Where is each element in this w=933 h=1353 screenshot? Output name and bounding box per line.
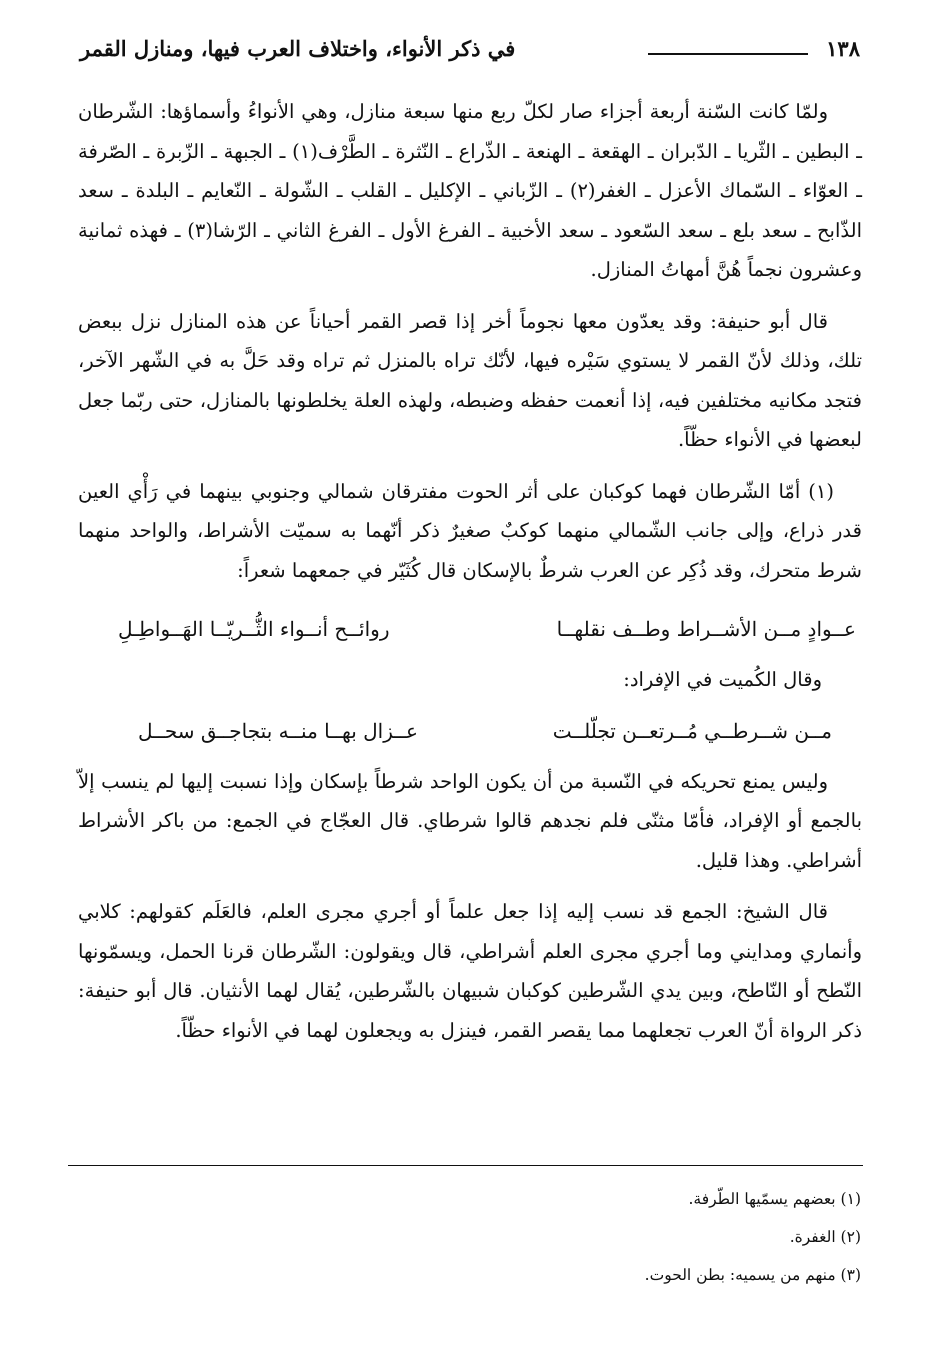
running-title: في ذكر الأنواء، واختلاف العرب فيها، ومنازل القمر — [80, 36, 516, 61]
page-header — [80, 30, 860, 70]
footnote: (٢) الغفرة. — [789, 1228, 861, 1246]
paragraph: (١) أمّا الشّرطان فهما كوكبان على أثر الحوت مفترقان شمالي وجنوبي بينهما في رَأْي العين قدر ذراع، وإلى جانب الشّمالي منهما كوكبٌ صغيرٌ ذكر أنّهما به سميّت الأشراط، والواحد منهما شرط متحرك، وقد ذُكِر عن العرب شرطٌ بالإسكان قال كُثَيّر في جمعهما شعراً: — [78, 479, 862, 582]
page-number: ١٣٨ — [826, 36, 860, 61]
paragraph: قال الشيخ: الجمع قد نسب إليه إذا جعل علماً أو أجري مجرى العلم، فالعَلَم كقولهم: كلابي وأنماري ومدايني وما أجري مجرى العلم أشراطي، قال ويقولون: الشّرطان قرنا الحمل، ويسمّونها النّطح أو النّاطح، وبين يدي الشّرطين كوكبان شبيهان بالشّرطين، يُقال لهما الأنثيان. قال أبو حنيفة: ذكر الرواة أنّ العرب تجعلهما مما يقصر القمر، فينزل به ويجعلون لهما في الأنواء حظّاً. — [78, 900, 862, 1042]
paragraph: قال أبو حنيفة: وقد يعدّون معها نجوماً أخر إذا قصر القمر أحياناً عن هذه المنازل نزل ببعض تلك، وذلك لأنّ القمر لا يستوي سَيْره فيها، لأنّك تراه بالمنزل ثم تراه وقد حَلَّ به في الشّهر الآخر، فتجد مكانيه مختلفين فيه، إذا أنعمت حفظه وضبطه، ولهذه العلة يخلطونها بالمنازل، حتى ربّما جعل لبعضها في الأنواء حظّاً. — [78, 309, 862, 451]
verse-second-hemistich: عــزال بهــا منــه بتجاجــق سحــل — [138, 718, 418, 743]
verse-first-hemistich: عــوادٍ مــن الأشــراط وطــف نقلهــا — [556, 617, 856, 641]
verse-first-hemistich: مــن شــرطــي مُــرتعــن تجلّلــت — [552, 718, 832, 743]
main-text — [78, 92, 862, 1062]
footnote-rule — [68, 1165, 863, 1166]
verse-line — [78, 602, 862, 656]
paragraph: وليس يمنع تحريكه في النّسبة من أن يكون الواحد شرطاً بإسكان وإذا نسبت إليها لم ينسب إلاّ بالجمع أو الإفراد، فأمّا مثنّى فلم نجدهم قالوا شرطاي. قال العجّاج في الجمع: من باكر الأشراط أشراطي. وهذا قليل. — [78, 769, 862, 872]
footnote: (١) بعضهم يسمّيها الطّرفة. — [688, 1190, 861, 1208]
verse-line — [78, 704, 862, 758]
verse-second-hemistich: روائــح أنــواء الثُّــريّــا الهَــواطِـلِ — [118, 617, 390, 641]
footnote: (٣) منهم من يسميه: بطن الحوت. — [644, 1266, 861, 1284]
header-rule — [648, 53, 808, 55]
footnotes — [161, 1180, 861, 1294]
paragraph: ولمّا كانت السّنة أربعة أجزاء صار لكلّ ربع منها سبعة منازل، وهي الأنواءُ وأسماؤها: الشّرطان ـ البطين ـ الثّريا ـ الدّبران ـ الهقعة ـ الهنعة ـ الذّراع ـ النّثرة ـ الطَّرْف(١) ـ الجبهة ـ الزّبرة ـ الصّرفة ـ العوّاء ـ السّماك الأعزل ـ الغفر(٢) ـ الزّباني ـ الإكليل ـ القلب ـ الشّولة ـ النّعايم ـ البلدة ـ سعد الذّابح ـ سعد بلع ـ سعد السّعود ـ سعد الأخبية ـ الفرغ الأول ـ الفرغ الثاني ـ الرّشا(٣) ـ فهذه ثمانية وعشرون نجماً هُنَّ أمهاتُ المنازل. — [78, 100, 863, 281]
verse-intro: وقال الكُميت في الإفراد: — [623, 668, 822, 691]
